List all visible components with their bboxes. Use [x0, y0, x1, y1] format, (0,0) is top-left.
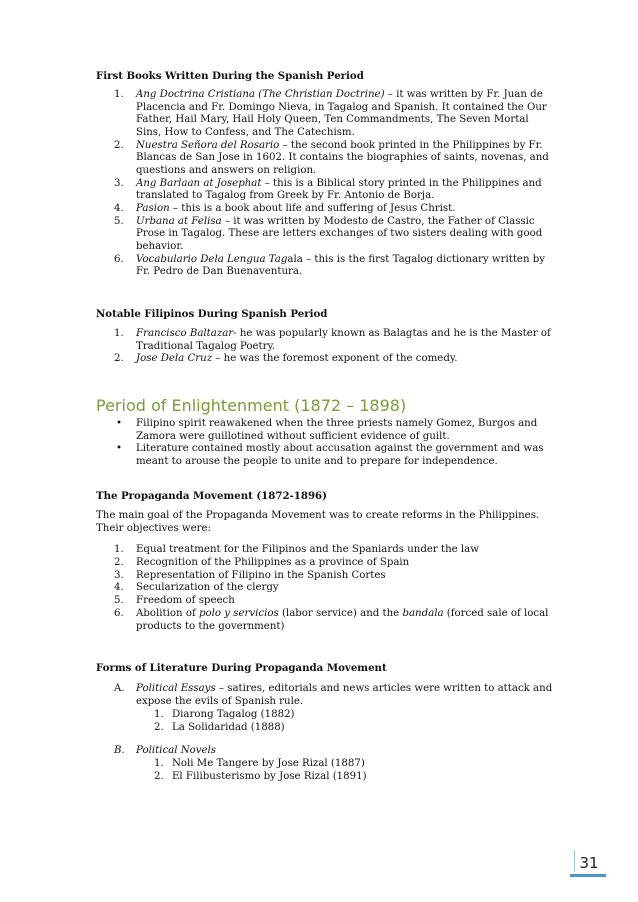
forms-list-a [114, 683, 554, 708]
page-number: 31 [579, 854, 599, 872]
list-item: 2. El Filibusterismo by Jose Rizal (1891) [154, 770, 367, 782]
list-item: 6. Abolition of polo y servicios (labor service) and the bandala (forced sale of local products to the government) [114, 607, 549, 632]
list-item: • Filipino spirit reawakened when the three priests namely Gomez, Burgos and Zamora were guillotined without sufficient evidence of guilt. [116, 418, 538, 442]
list-item: 1. Diarong Tagalog (1882) [154, 709, 295, 720]
list-item: 6. Vocabulario Dela Lengua Tagala – this is the first Tagalog dictionary written by Fr. Pedro de Dan Buenaventura. [114, 253, 546, 278]
bullet-icon: • [116, 418, 123, 429]
forms-a-sublist [154, 709, 554, 734]
list-item: 1. Equal treatment for the Filipinos and the Spaniards under the law [114, 544, 479, 555]
heading-propaganda-movement: The Propaganda Movement (1872-1896) [96, 490, 327, 502]
list-item: 5. Freedom of speech [114, 595, 235, 607]
heading-notable-filipinos: Notable Filipinos During Spanish Period [96, 308, 328, 320]
forms-b-sublist [154, 758, 554, 783]
list-item: 3. Representation of Filipino in the Spanish Cortes [114, 569, 386, 581]
heading-forms-of-literature: Forms of Literature During Propaganda Movement [96, 662, 387, 674]
first-books-list [114, 89, 554, 279]
list-item: 4. Pasion – this is a book about life and suffering of Jesus Christ. [114, 202, 456, 214]
bullet-icon: • [116, 443, 123, 455]
list-item: • Literature contained mostly about accusation against the government and was meant to arouse the people to unite and to prepare for independence. [116, 443, 544, 467]
section-title-enlightenment: Period of Enlightenment (1872 – 1898) [96, 396, 407, 415]
list-item: 5. Urbana at Felisa – it was written by Modesto de Castro, the Father of Classic Prose in Tagalog. These are letters exchanges of two sisters dealing with good behavior. [114, 215, 543, 252]
list-item: 3. Ang Barlaan at Josephat – this is a Biblical story printed in the Philippines and translated to Tagalog from Greek by Fr. Antonio de Borja. [114, 177, 542, 202]
list-item: 2. Recognition of the Philippines as a province of Spain [114, 556, 410, 568]
enlightenment-bullets [114, 418, 554, 469]
list-item: 1. Ang Doctrina Cristiana (The Christian Doctrine) – it was written by Fr. Juan de Placencia and Fr. Domingo Nieva, in Tagalog and Spanish. It contained the Our Father, Hail Mary, Hail Holy Queen, Ten Commandments, The Seven Mortal Sins, How to Confess, and The Catechism. [114, 89, 547, 138]
list-item: A. Political Essays – satires, editorials and news articles were written to attack and expose the evils of Spanish rule. [114, 683, 553, 707]
list-item: 4. Secularization of the clergy [114, 582, 279, 594]
list-item: B. Political Novels [114, 745, 217, 756]
propaganda-intro: The main goal of the Propaganda Movement was to create reforms in the Philippines. Their objectives were: [96, 510, 540, 534]
list-item: 1. Francisco Baltazar- he was popularly known as Balagtas and he is the Master of Traditional Tagalog Poetry. [114, 328, 551, 352]
forms-list-b [114, 745, 554, 758]
page-number-rule [570, 874, 606, 877]
list-item: 2. Jose Dela Cruz – he was the foremost exponent of the comedy. [114, 353, 458, 365]
notable-filipinos-list [114, 328, 554, 366]
list-item: 2. La Solidaridad (1888) [154, 721, 285, 733]
heading-first-books: First Books Written During the Spanish Period [96, 70, 364, 82]
list-item: 2. Nuestra Señora del Rosario – the second book printed in the Philippines by Fr. Blancas de San Jose in 1602. It contains the biographies of saints, novenas, and questions and answers on religion. [114, 139, 549, 176]
propaganda-objectives-list [114, 544, 554, 633]
list-item: 1. Noli Me Tangere by Jose Rizal (1887) [154, 758, 365, 769]
